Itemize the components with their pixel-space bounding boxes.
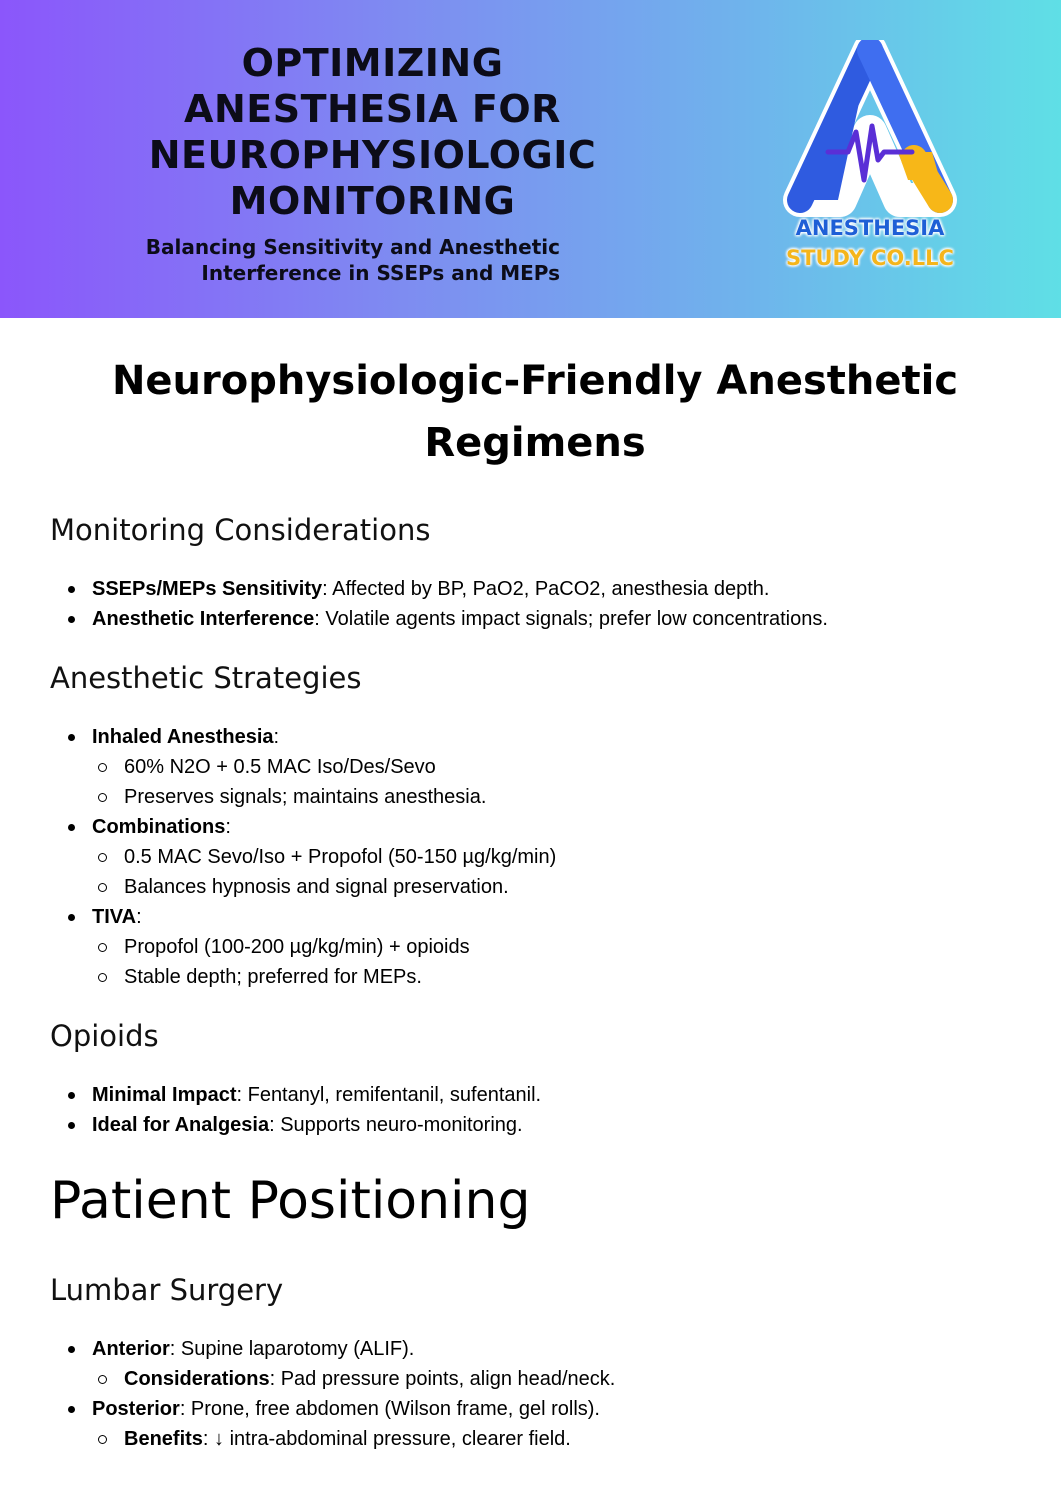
list-item [50,1334,1020,1394]
section-title-patient-positioning: Patient Positioning [50,1171,531,1231]
sub-list-item: 60% N2O + 0.5 MAC Iso/Des/Sevo [92,752,1020,782]
sub-item-text: : Pad pressure points, align head/neck. [269,1368,616,1390]
heading-opioids: Opioids [50,1019,159,1053]
item-text: : Volatile agents impact signals; prefer low concentrations. [314,608,828,630]
item-text: : Prone, free abdomen (Wilson frame, gel rolls). [179,1398,600,1420]
heading-monitoring-considerations: Monitoring Considerations [50,513,431,547]
item-text: : [136,906,142,928]
anesthesia-study-logo-icon [780,40,960,280]
sub-list [92,1364,1020,1394]
logo-text-line2: STUDY CO.LLC [786,246,954,270]
item-text: : Affected by BP, PaO2, PaCO2, anesthesia depth. [322,578,770,600]
title-line: MONITORING [229,179,516,223]
item-label: Minimal Impact [92,1084,237,1106]
list-item [50,812,1020,902]
list-item [50,1080,1020,1110]
sub-list-item: Balances hypnosis and signal preservation. [92,872,1020,902]
item-label: Anesthetic Interference [92,608,315,630]
header-banner [0,0,1061,318]
sub-list [92,842,1020,902]
document-body [50,350,1020,1480]
title-line: NEUROPHYSIOLOGIC [148,133,597,177]
document-title [100,40,645,224]
sub-list [92,752,1020,812]
logo-text-line1: ANESTHESIA [795,216,945,240]
sub-item-text: : ↓ intra-abdominal pressure, clearer field. [202,1428,571,1450]
sub-list-item: 0.5 MAC Sevo/Iso + Propofol (50-150 µg/kg/min) [92,842,1020,872]
strategies-list [50,722,1020,992]
list-item [50,1394,1020,1454]
item-text: : [225,816,231,838]
sub-item-label: Considerations [124,1368,270,1390]
item-label: Inhaled Anesthesia [92,726,274,748]
lumbar-list [50,1334,1020,1454]
item-label: SSEPs/MEPs Sensitivity [92,578,323,600]
title-line: ANESTHESIA FOR [184,87,561,131]
item-label: TIVA [92,906,137,928]
subtitle-line: Interference in SSEPs and MEPs [201,261,560,285]
sub-list-item: Propofol (100-200 µg/kg/min) + opioids [92,932,1020,962]
document-subtitle [100,234,560,286]
item-text: : Supports neuro-monitoring. [269,1114,523,1136]
monitoring-list [50,574,1020,634]
subtitle-line: Balancing Sensitivity and Anesthetic [145,235,560,259]
list-item [50,574,1020,604]
list-item [50,902,1020,992]
sub-list-item [92,1364,1020,1394]
sub-item-label: Benefits [124,1428,203,1450]
heading-anesthetic-strategies: Anesthetic Strategies [50,661,362,695]
sub-list-item [92,1424,1020,1454]
sub-list [92,932,1020,992]
item-text: : [273,726,280,748]
title-line: OPTIMIZING [241,41,504,85]
list-item [50,722,1020,812]
sub-list-item: Preserves signals; maintains anesthesia. [92,782,1020,812]
item-label: Combinations [92,816,226,838]
section-title-regimens: Neurophysiologic-Friendly Anesthetic Regimens [111,358,959,466]
item-text: : Fentanyl, remifentanil, sufentanil. [236,1084,542,1106]
item-text: : Supine laparotomy (ALIF). [169,1338,415,1360]
list-item [50,604,1020,634]
item-label: Posterior [92,1398,180,1420]
list-item [50,1110,1020,1140]
heading-lumbar-surgery: Lumbar Surgery [50,1273,284,1307]
item-label: Anterior [92,1338,170,1360]
item-label: Ideal for Analgesia [92,1114,270,1136]
sub-list-item: Stable depth; preferred for MEPs. [92,962,1020,992]
opioids-list [50,1080,1020,1140]
sub-list [92,1424,1020,1454]
